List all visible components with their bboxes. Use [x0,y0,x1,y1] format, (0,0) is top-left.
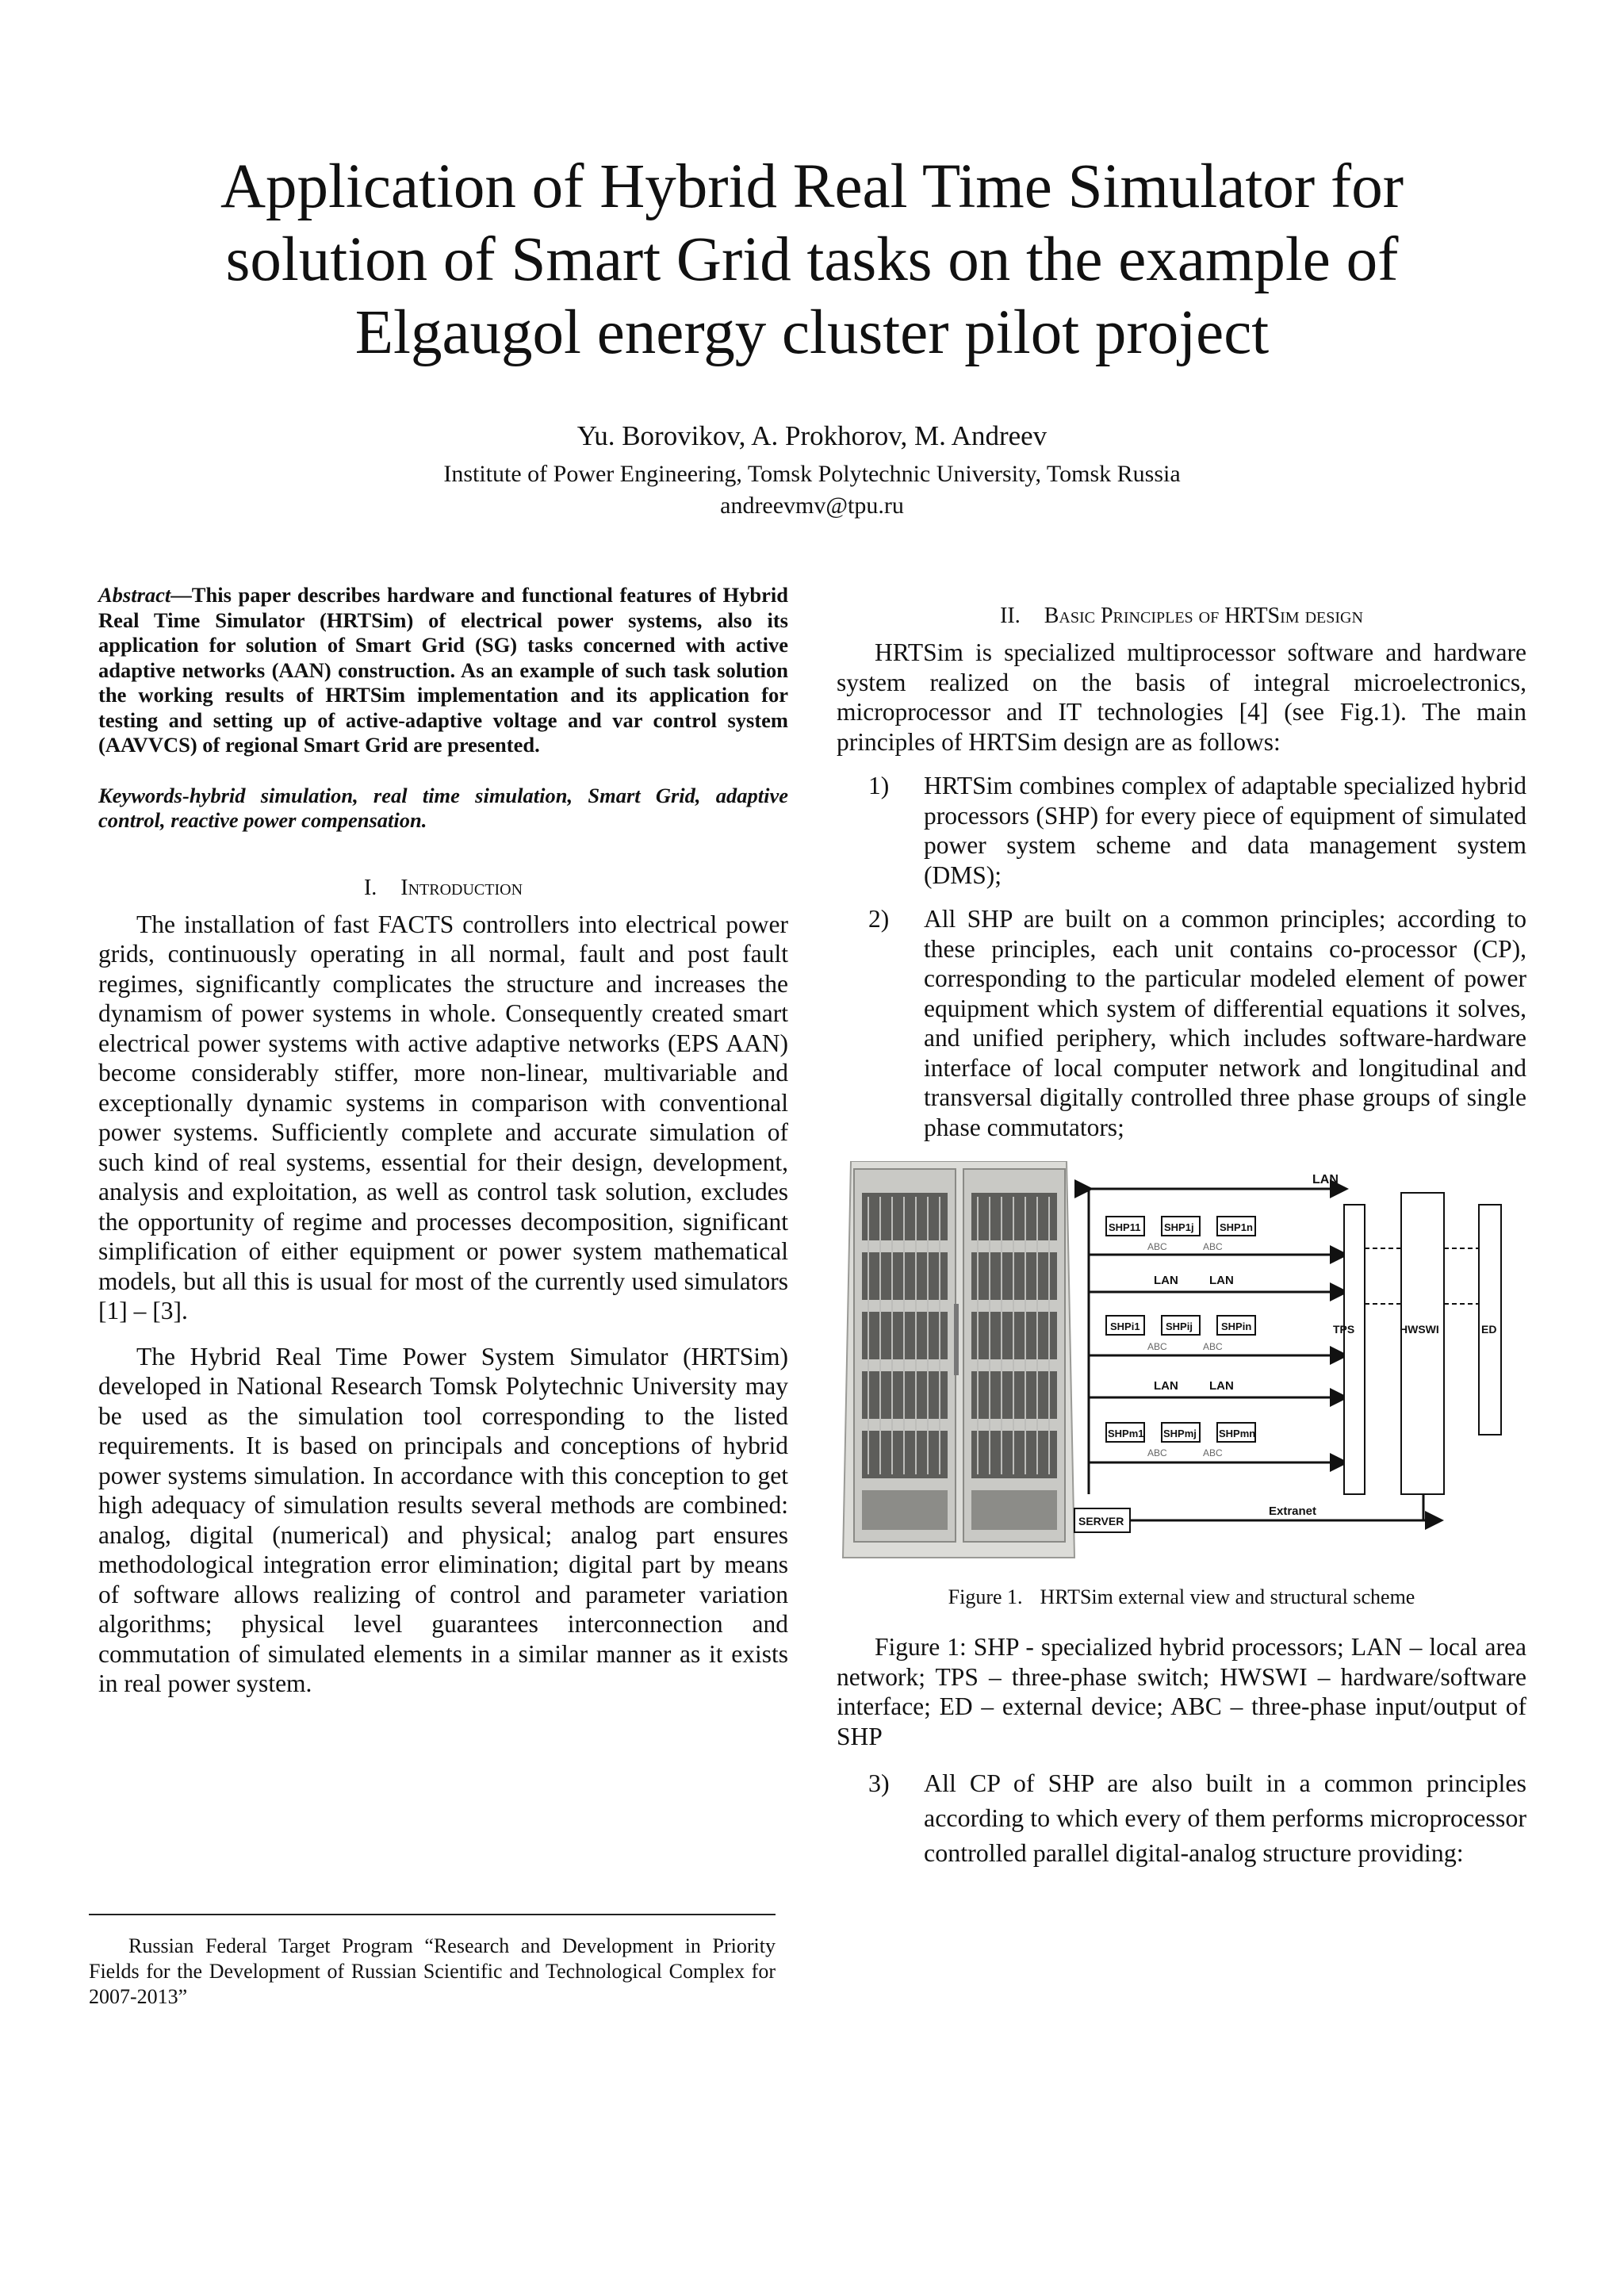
lan-label: LAN [1209,1379,1234,1393]
extranet-label: Extranet [1269,1504,1317,1518]
shp-label: SHPij [1166,1320,1193,1332]
list-item [837,904,1526,1142]
shp-label: SHP1j [1164,1221,1194,1233]
footnote: Russian Federal Target Program “Research and Development in Priority Fields for the Development of Russian Scientific and Technological Complex for 2007-2013” [89,1934,776,2008]
section-number: II. [1000,604,1021,628]
list-number: 2) [868,905,890,933]
abc-label: ABC [1203,1447,1223,1458]
structural-scheme [1074,1173,1501,1532]
list-text: All SHP are built on a common principles; according to these principles, each unit contains co-processor (CP), corresponding to the particular modeled element of power equipment which system of differential equations it solves, and unified periphery, which includes software-hardware interface of local computer network and longitudinal and transversal digitally controlled three phase groups of single phase commutators; [924,905,1526,1141]
author-list: Yu. Borovikov, A. Prokhorov, M. Andreev [576,420,1048,451]
ed-label: ED [1481,1323,1497,1336]
abstract [98,583,788,758]
lan-label: LAN [1209,1274,1234,1287]
left-column [98,583,788,1699]
shp-label: SHP1n [1220,1221,1253,1233]
list-number: 1) [868,772,890,799]
section-title: Basic Principles of HRTSim design [1044,604,1363,628]
intro-paragraph-1: The installation of fast FACTS controllers into electrical power grids, continuously operating in all normal, fault and post fault regimes, significantly complicates the structure and increases the dynamism of power systems in whole. Consequently created smart electrical power systems with active adaptive networks (EPS AAN) become considerably stiffer, more non-linear, multivariable and exceptionally dynamic systems in comparison with conventional power systems. Sufficiently complete and accurate simulation of such kind of real systems, essential for their design, development, analysis and exploitation, as well as control task solution, excludes the opportunity of regime and processes decomposition, significant simplification of either equipment or power system mathematical models, but all this is usual for most of the currently used simulators [1] – [3]. [98,910,788,1324]
shp-label: SHPi1 [1110,1320,1140,1332]
shp-label: SHPin [1221,1320,1252,1332]
hwswi-label: HWSWI [1400,1323,1439,1336]
shp-label: SHP11 [1109,1221,1141,1233]
hrtsim-cabinet-photo [843,1161,1074,1558]
section-heading-introduction [98,875,788,902]
list-item [837,771,1526,890]
principles-intro: HRTSim is specialized multiprocessor software and hardware system realized on the basis of integral microelectronics, microprocessor and IT technologies [4] (see Fig.1). The main principles of HRTSim design are as follows: [837,638,1526,756]
right-column [837,603,1526,1870]
section-title: Introduction [400,875,523,900]
list-text: All CP of SHP are also built in a common principles according to which every of them performs microprocessor controlled parallel digital-analog structure providing: [924,1769,1526,1867]
abc-label: ABC [1203,1341,1223,1352]
abstract-text: This paper describes hardware and functional features of Hybrid Real Time Simulator (HRTSim) of electrical power systems, also its application for solution of Smart Grid (SG) tasks concerned with active adaptive networks (AAN) construction. As an example of such task solution the working results of HRTSim implementation and its application for testing and setting up of active-adaptive voltage and var control system (AAVVCS) of regional Smart Grid are presented. [98,583,788,757]
tps-label: TPS [1333,1323,1355,1336]
abstract-dash: — [170,583,192,607]
intro-paragraph-2: The Hybrid Real Time Power System Simulator (HRTSim) developed in National Research Tomsk Polytechnic University may be used as the simulation tool corresponding to the listed requirements. It is based on principals and conceptions of hybrid power systems simulation. In accordance with this conception to get high adequacy of simulation results several methods are combined: analog, digital (numerical) and physical; analog part ensures methodological integration error elimination; digital part by means of software allows realizing of control and parameter variation algorithms; physical level guarantees interconnection and commutation of simulated elements in a similar manner as it exists in real power system. [98,1342,788,1697]
server-label: SERVER [1078,1515,1124,1527]
lan-label: LAN [1154,1274,1178,1287]
list-text: HRTSim combines complex of adaptable specialized hybrid processors (SHP) for every piece of equipment of simulated power system scheme and data management system (DMS); [924,772,1526,889]
figure-1 [837,1161,1526,1573]
abstract-label: Abstract [98,583,171,607]
author-email: andreevmv@tpu.ru [720,493,904,519]
shp-label: SHPmn [1219,1428,1256,1439]
abc-label: ABC [1147,1341,1167,1352]
abc-label: ABC [1147,1447,1167,1458]
shp-label: SHPm1 [1108,1428,1144,1439]
footnote-rule [89,1914,776,1915]
figure-1-caption [837,1585,1526,1610]
lan-label: LAN [1154,1379,1178,1393]
list-number: 3) [868,1769,890,1797]
shp-label: SHPmj [1163,1428,1197,1439]
figure-caption-text: HRTSim external view and structural scheme [1040,1585,1415,1608]
abc-label: ABC [1147,1241,1167,1252]
affiliation: Institute of Power Engineering, Tomsk Polytechnic University, Tomsk Russia [443,461,1181,487]
figure-1-legend: Figure 1: SHP - specialized hybrid processors; LAN – local area network; TPS – three-phase switch; HWSWI – hardware/software interface; ED – external device; ABC – three-phase input/output of SHP [837,1633,1526,1750]
abc-label: ABC [1203,1241,1223,1252]
lan-label: LAN [1312,1173,1339,1186]
keywords: Keywords-hybrid simulation, real time simulation, Smart Grid, adaptive control, reactive power compensation. [98,783,788,832]
figure-label: Figure 1. [948,1585,1023,1608]
figure-1-graphic [837,1161,1526,1573]
section-number: I. [363,875,377,900]
paper-title: Application of Hybrid Real Time Simulator for solution of Smart Grid tasks on the example of Elgaugol energy cluster pilot project [220,152,1404,367]
section-heading-basic-principles [837,603,1526,630]
list-item [837,1765,1526,1870]
